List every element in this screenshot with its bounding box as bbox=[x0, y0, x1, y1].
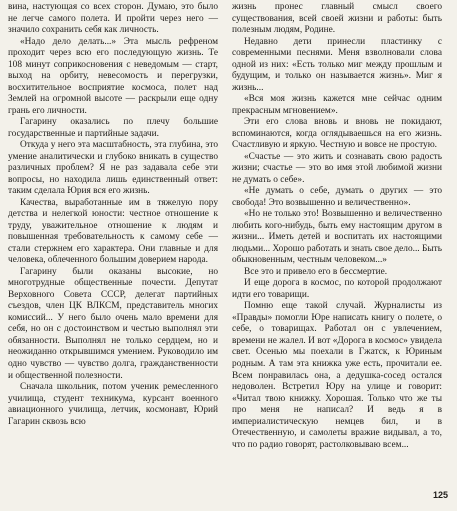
paragraph: «Не думать о себе, думать о других — это свобода! Это возвышенно и величественно». bbox=[232, 186, 442, 208]
paragraph: Откуда у него эта масштабность, эта глубина, это умение аналитически и глубоко вникать в существо различных проблем? Я не раз задавала себе эти вопросы, но находила лишь единственный ответ: таким сделала Юрия вся его жизнь. bbox=[8, 140, 218, 197]
paragraph: «Счастье — это жить и сознавать свою радость жизни; счастье — это во имя этой любимой жизни не думать о себе». bbox=[232, 151, 442, 185]
paragraph: «Вся моя жизнь кажется мне сейчас одним прекрасным мгновением». bbox=[232, 94, 442, 116]
paragraph: Все это и привело его в бессмертие. bbox=[244, 266, 388, 277]
paragraph: Качества, выработанные им в тяжелую пору детства и нелегкой юности: честное отношение к труду, уважительное отношение к людям и повышенная требовательность к самому себе — стали стержнем его характера. Они главные и для человека, облеченного большим доверием народа. bbox=[8, 197, 218, 266]
right-column bbox=[232, 2, 442, 451]
paragraph: Помню еще такой случай. Журналисты из «Правды» помогли Юре написать книгу о полете, о себе, о товарищах. Работал он с увлечением, времени не жалел. И вот «Дорога в космос» увидела свет. Осенью мы поехали в Гжатск, к Юриным родным. А там эта книжка уже есть, прочитали ее. Всем понравилась она, а дедушка-сосед остался недоволен. Встретил Юру на улице и говорит: «Читал твою книжку. Хорошая. Только что же ты про меня не написал? И ведь я в империалистическую немцев бил, и в Отечественную, и самолеты вражие видывал, а то, что по радио говорят, растолковываю всем... bbox=[232, 301, 442, 450]
paragraph: Эти его слова вновь и вновь не покидают, вспоминаются, когда оглядываешься на его жизнь. Счастливую и яркую. Честную и вовсе не простую. bbox=[232, 117, 442, 151]
paragraph: И еще дорога в космос, по которой продолжают идти его товарищи. bbox=[232, 278, 442, 300]
paragraph: Недавно дети принесли пластинку с современными песнями. Меня взволновали слова одной из них: «Есть только миг между прошлым и будущим, и только он называется жизнь». Миг я жизнь... bbox=[232, 36, 442, 93]
paragraph: Гагарину были оказаны высокие, но многотрудные общественные почести. Депутат Верховного Совета СССР, делегат партийных съездов, член ЦК ВЛКСМ, представитель многих комиссий... У него было очень мало времени для себя, но он с достоинством и честью выполнял эти обязанности. Выполнял не только сердцем, но и неожиданно открывшимся умением. Руководило им одно чувство — чувство долга, гражданственности и общественной полезности. bbox=[8, 266, 218, 381]
paragraph: жизнь пронес главный смысл своего существования, всей своей жизни и работы: быть полезным людям, Родине. bbox=[232, 2, 442, 36]
paragraph: вина, настующая со всех сторон. Думаю, это было не легче самого полета. И пройти через него — значило сохранить себя как личность. bbox=[8, 2, 218, 36]
paragraph: Гагарину оказались по плечу большие государственные и партийные задачи. bbox=[8, 117, 218, 139]
page-number: 125 bbox=[432, 490, 448, 500]
left-column bbox=[8, 2, 218, 428]
paragraph: «Надо дело делать...» Эта мысль рефреном проходит через всю его последующую жизнь. Те 108 минут соприкосновения с неведомым — старт, выход на орбиту, невесомость и перегрузки, восхитительное восприятие космоса, полет над Землей на огромной высоте — раскрыли еще одну грань его личности. bbox=[8, 36, 218, 116]
paragraph: «Но не только это! Возвышенно и величественно любить кого-нибудь, быть ему настоящим другом в жизни... Иметь детей и воспитать их настоящими людьми... Хорошо работать и знать свое дело... Быть обыкновенным, честным человеком...» bbox=[232, 209, 442, 266]
paragraph: Сначала школьник, потом ученик ремесленного училища, студент техникума, курсант военного авиационного училища, летчик, космонавт, Юрий Гагарин сквозь всю bbox=[8, 382, 218, 427]
